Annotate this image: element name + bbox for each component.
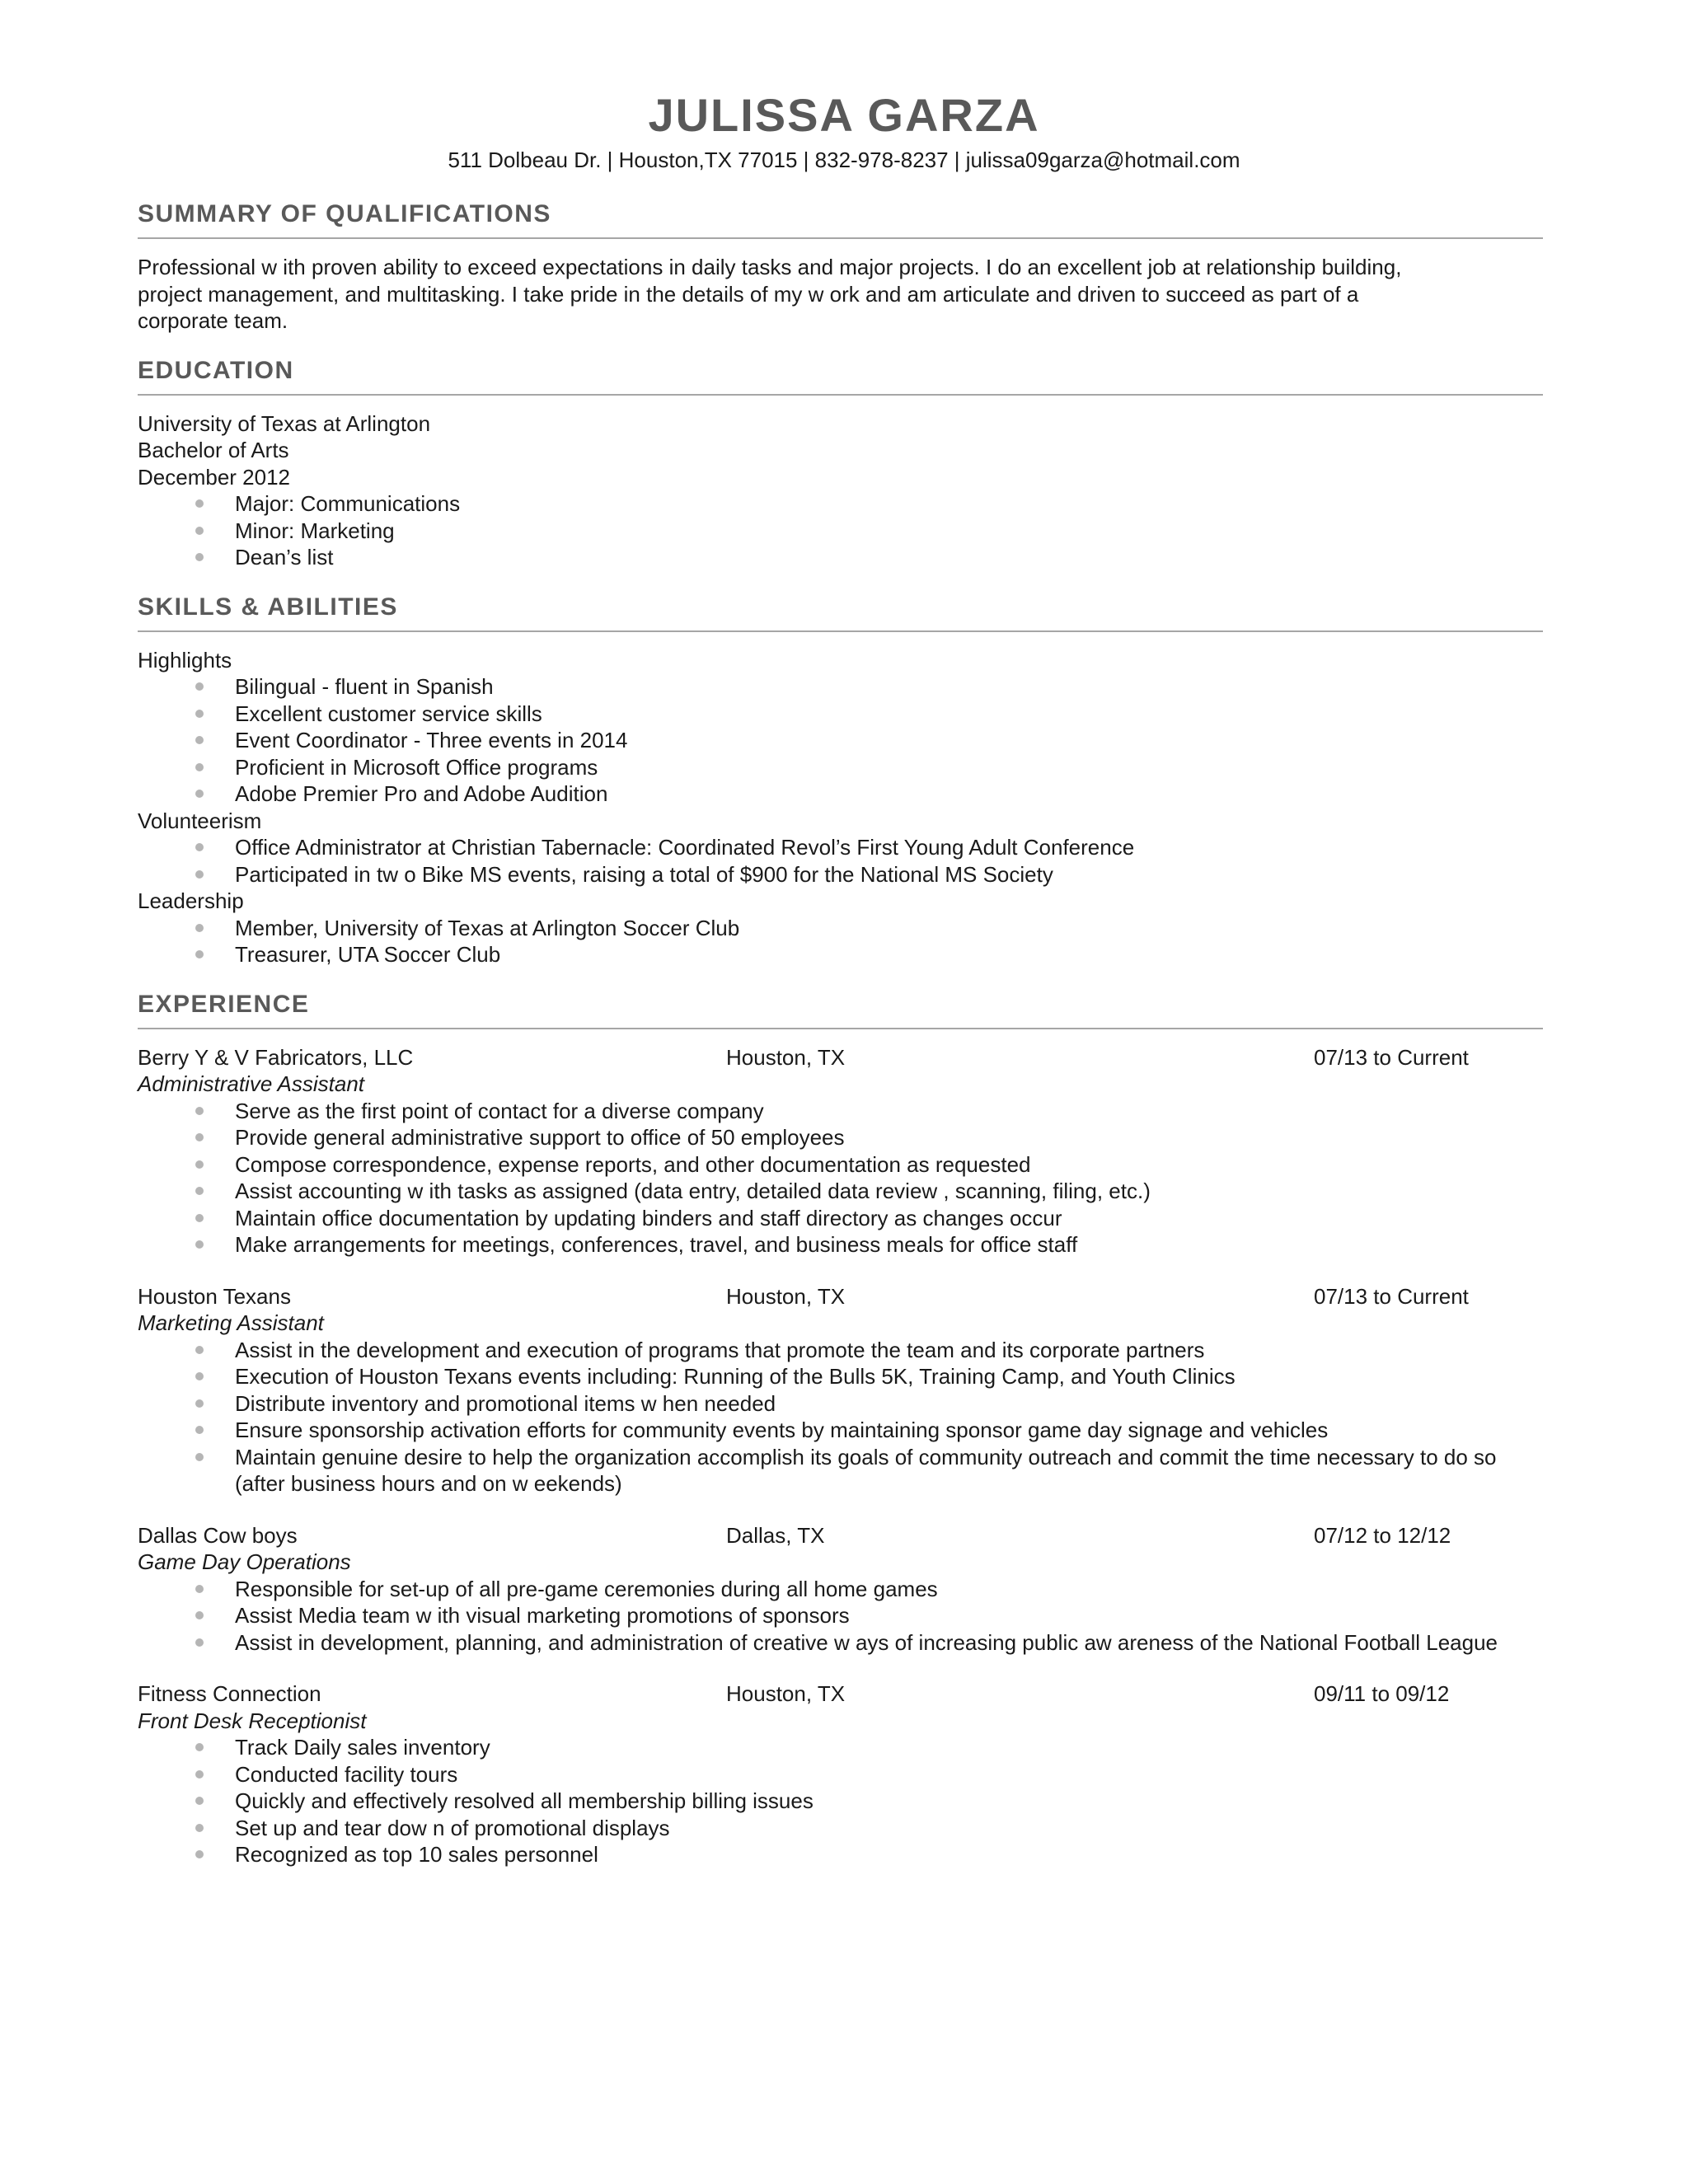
job-entry [138,1522,1543,1657]
bullet-icon [195,1611,204,1619]
list-item: Provide general administrative support to office of 50 employees [138,1124,1543,1151]
section-heading: EDUCATION [138,358,1543,396]
job-location: Houston, TX [726,1283,846,1309]
list-item: Serve as the first point of contact for a diverse company [138,1098,1543,1125]
bullet-icon [195,553,204,561]
list-item: Make arrangements for meetings, conferences, travel, and business meals for office staff [138,1231,1543,1258]
education-section [138,358,1543,594]
company-name: Fitness Connection [138,1681,321,1706]
section-heading: EXPERIENCE [138,991,1543,1029]
list-item: Participated in tw o Bike MS events, raising a total of $900 for the National MS Society [138,861,1543,888]
job-location: Dallas, TX [726,1522,825,1548]
bullet-icon [195,1638,204,1647]
list-item: Event Coordinator - Three events in 2014 [138,727,1543,754]
list-item: Maintain office documentation by updating binders and staff directory as changes occur [138,1205,1543,1232]
bullet-icon [195,763,204,771]
bullet-icon [195,1187,204,1195]
bullet-icon [195,1453,204,1461]
job-dates: 07/13 to Current [1314,1283,1469,1309]
list-item: Minor: Marketing [138,518,1543,545]
skills-section [138,594,1543,991]
bullet-icon [195,1240,204,1249]
bullet-icon [195,870,204,879]
list-item: Treasurer, UTA Soccer Club [138,941,1543,968]
summary-section [138,201,1543,335]
list-item: Assist Media team w ith visual marketing promotions of sponsors [138,1602,1543,1629]
company-name: Dallas Cow boys [138,1522,298,1548]
skills-group-label: Leadership [138,888,244,913]
section-heading: SKILLS & ABILITIES [138,594,1543,632]
list-item: Proficient in Microsoft Office programs [138,754,1543,781]
company-name: Houston Texans [138,1283,291,1309]
bullet-icon [195,1107,204,1115]
duties-list [138,1337,1543,1497]
job-dates: 07/13 to Current [1314,1044,1469,1070]
skills-list [138,673,1543,808]
list-item: Set up and tear dow n of promotional displays [138,1815,1543,1842]
list-item: Dean’s list [138,544,1543,571]
graduation-date: December 2012 [138,464,290,490]
list-item: Office Administrator at Christian Tabernacle: Coordinated Revol’s First Young Adult Conference [138,834,1543,861]
duties-list [138,1576,1543,1657]
list-item: Execution of Houston Texans events including: Running of the Bulls 5K, Training Camp, and Youth Clinics [138,1363,1543,1390]
candidate-name: JULISSA GARZA [648,89,1040,141]
resume-body [138,201,1543,1893]
job-location: Houston, TX [726,1681,846,1706]
degree: Bachelor of Arts [138,438,289,462]
list-item: Responsible for set-up of all pre-game ceremonies during all home games [138,1576,1543,1603]
bullet-icon [195,1824,204,1832]
skills-list [138,834,1543,888]
summary-line: Professional w ith proven ability to exceed expectations in daily tasks and major projects. I do an excellent job at relationship building, [138,255,1402,279]
bullet-icon [195,1850,204,1858]
list-item: Member, University of Texas at Arlington Soccer Club [138,915,1543,942]
bullet-icon [195,1133,204,1141]
skills-group-label: Volunteerism [138,808,262,833]
job-entry [138,1283,1543,1497]
bullet-icon [195,1585,204,1593]
duties-list [138,1098,1543,1258]
duties-list [138,1734,1543,1868]
job-title: Game Day Operations [138,1549,351,1574]
summary-line: corporate team. [138,308,288,333]
bullet-icon [195,736,204,744]
summary-line: project management, and multitasking. I take pride in the details of my w ork and am articulate and driven to succeed as part of a [138,281,1359,307]
list-item: Distribute inventory and promotional items w hen needed [138,1390,1543,1418]
job-title: Administrative Assistant [138,1071,365,1096]
section-heading: SUMMARY OF QUALIFICATIONS [138,201,1543,239]
list-item: Assist in the development and execution of programs that promote the team and its corporate partners [138,1337,1543,1364]
skills-group-label: Highlights [138,647,232,673]
bullet-icon [195,843,204,851]
experience-section [138,991,1543,1868]
education-list [138,490,1543,571]
list-item: Maintain genuine desire to help the organization accomplish its goals of community outreach and commit the time necessary to do so (after business hours and on w eekends) [138,1444,1543,1497]
school-name: University of Texas at Arlington [138,410,431,436]
list-item: Track Daily sales inventory [138,1734,1543,1761]
bullet-icon [195,1160,204,1169]
bullet-icon [195,1399,204,1408]
bullet-icon [195,1743,204,1751]
job-entry [138,1680,1543,1868]
job-title: Marketing Assistant [138,1310,324,1335]
bullet-icon [195,1426,204,1434]
list-item: Assist accounting w ith tasks as assigned (data entry, detailed data review , scanning, filing, etc.) [138,1178,1543,1205]
bullet-icon [195,710,204,718]
bullet-icon [195,527,204,535]
bullet-icon [195,1346,204,1354]
list-item: Quickly and effectively resolved all membership billing issues [138,1788,1543,1815]
bullet-icon [195,1214,204,1222]
bullet-icon [195,950,204,958]
list-item: Ensure sponsorship activation efforts for community events by maintaining sponsor game day signage and vehicles [138,1417,1543,1444]
company-name: Berry Y & V Fabricators, LLC [138,1044,414,1070]
bullet-icon [195,682,204,691]
job-dates: 09/11 to 09/12 [1314,1681,1450,1706]
job-entry [138,1044,1543,1258]
job-header [138,1680,1543,1708]
list-item: Major: Communications [138,490,1543,518]
bullet-icon [195,1770,204,1779]
summary-paragraph [138,254,1543,335]
bullet-icon [195,1797,204,1805]
list-item: Recognized as top 10 sales personnel [138,1841,1543,1868]
list-item: Bilingual - fluent in Spanish [138,673,1543,701]
list-item: Assist in development, planning, and administration of creative w ays of increasing public aw areness of the National Football League [138,1629,1543,1657]
list-item: Conducted facility tours [138,1761,1543,1788]
list-item: Excellent customer service skills [138,701,1543,728]
job-location: Houston, TX [726,1044,846,1070]
skills-list [138,915,1543,968]
job-header [138,1283,1543,1310]
job-title: Front Desk Receptionist [138,1708,367,1733]
job-header [138,1044,1543,1071]
bullet-icon [195,1372,204,1380]
bullet-icon [195,924,204,932]
job-dates: 07/12 to 12/12 [1314,1522,1451,1548]
bullet-icon [195,499,204,508]
bullet-icon [195,790,204,798]
contact-line: 511 Dolbeau Dr. | Houston,TX 77015 | 832-978-8237 | julissa09garza@hotmail.com [448,148,1240,172]
list-item: Adobe Premier Pro and Adobe Audition [138,780,1543,808]
job-header [138,1522,1543,1549]
list-item: Compose correspondence, expense reports, and other documentation as requested [138,1151,1543,1179]
